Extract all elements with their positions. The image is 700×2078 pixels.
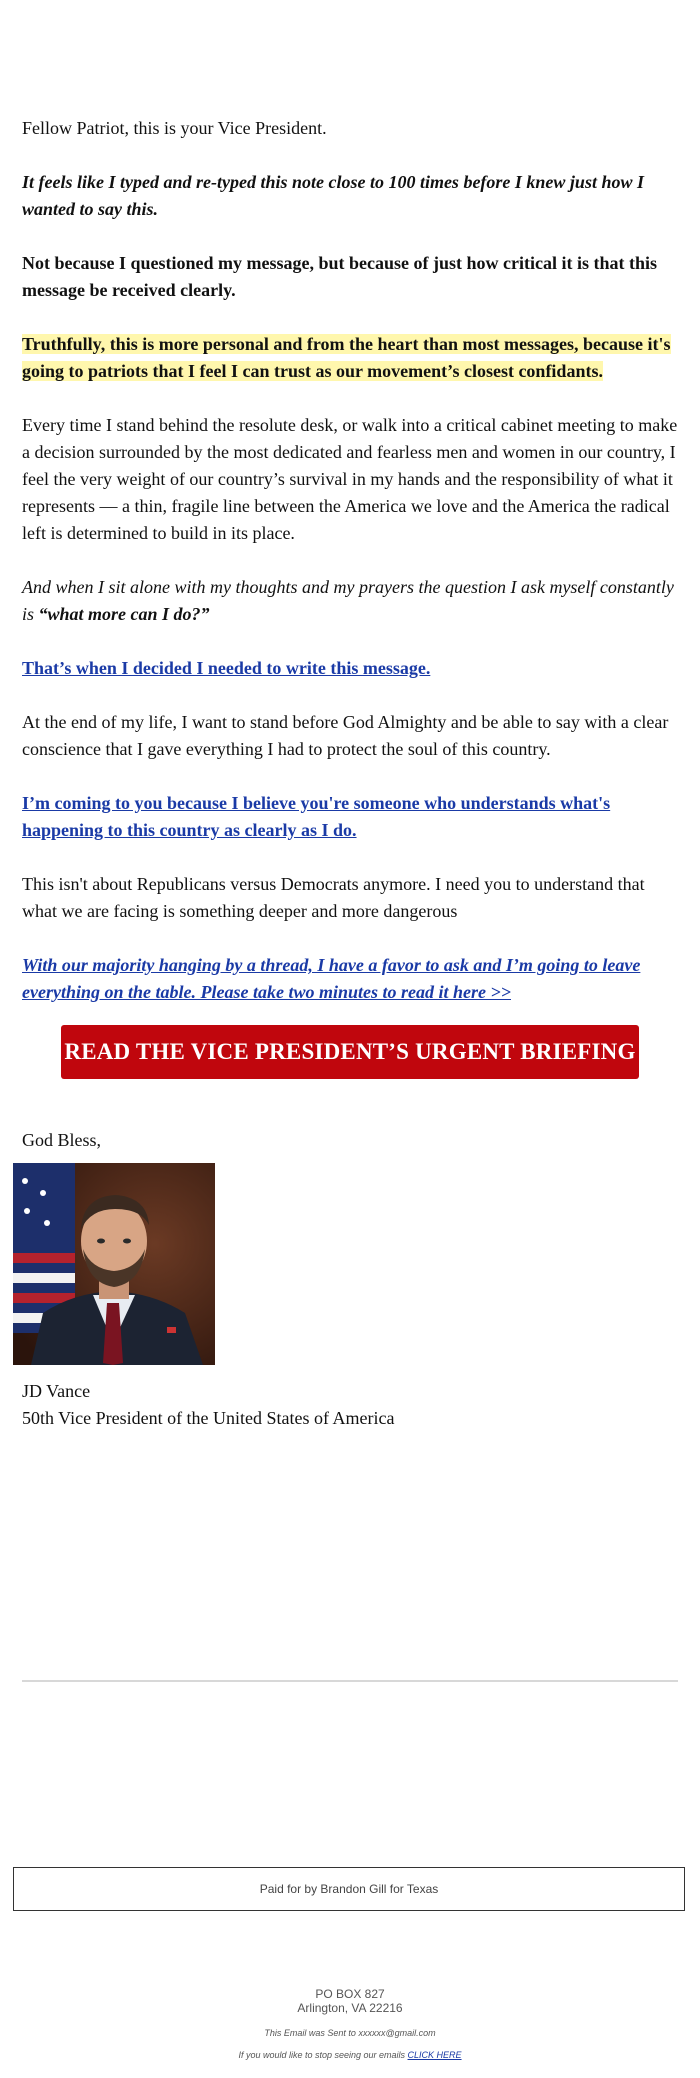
alone-quote-text: “what more can I do?”	[38, 604, 210, 624]
unsubscribe-link[interactable]: CLICK HERE	[407, 2050, 462, 2060]
portrait-photo	[13, 1163, 215, 1365]
paragraph-decided	[22, 655, 430, 682]
signature-title: 50th Vice President of the United States of America	[22, 1408, 395, 1428]
paragraph-typed: It feels like I typed and re-typed this note close to 100 times before I knew just how I wanted to say this.	[22, 172, 644, 219]
decided-link[interactable]: That’s when I decided I needed to write this message.	[22, 658, 431, 678]
paid-for-text: Paid for by Brandon Gill for Texas	[259, 1882, 439, 1896]
unsubscribe-line	[0, 2050, 700, 2060]
signoff: God Bless,	[22, 1130, 102, 1150]
paragraph-truthfully	[22, 331, 682, 385]
paragraph-coming	[22, 790, 682, 844]
urgent-briefing-button[interactable]: READ THE VICE PRESIDENT’S URGENT BRIEFING	[61, 1025, 639, 1079]
portrait-illustration	[13, 1163, 215, 1365]
paragraph-end-of-life: At the end of my life, I want to stand before God Almighty and be able to say with a clear conscience that I gave everything I had to protect the soul of this country.	[22, 712, 669, 759]
paragraph-alone	[22, 574, 682, 628]
address-po-box: PO BOX 827	[315, 1987, 385, 2001]
coming-to-you-link[interactable]: I’m coming to you because I believe you're someone who understands what's happening to this country as clearly as I do.	[22, 793, 611, 840]
paid-for-disclaimer	[13, 1867, 685, 1911]
paragraph-not-about: This isn't about Republicans versus Democrats anymore. I need you to understand that what we are facing is something deeper and more dangerous	[22, 874, 645, 921]
footer-divider	[22, 1680, 678, 1682]
address-city: Arlington, VA 22216	[297, 2001, 403, 2015]
paragraph-not-because: Not because I questioned my message, but because of just how critical it is that this message be received clearly.	[22, 253, 657, 300]
paragraph-majority	[22, 952, 682, 1006]
majority-link[interactable]: With our majority hanging by a thread, I have a favor to ask and I’m going to leave everything on the table. Please take two minutes to read it here >>	[22, 955, 641, 1002]
alone-lead-text: And when I sit alone with my thoughts and my prayers the question I ask myself constantly is	[22, 577, 674, 624]
highlighted-text: Truthfully, this is more personal and from the heart than most messages, because it's going to patriots that I feel I can trust as our movement’s closest confidants.	[22, 334, 671, 381]
unsubscribe-lead: If you would like to stop seeing our emails	[238, 2050, 408, 2060]
greeting: Fellow Patriot, this is your Vice President.	[22, 118, 327, 138]
paragraph-every-time: Every time I stand behind the resolute desk, or walk into a critical cabinet meeting to make a decision surrounded by the most dedicated and fearless men and women in our country, I feel the very weight of our country’s survival in my hands and the responsibility of what it represents — a thin, fragile line between the America we love and the America the radical left is determined to build in its place.	[22, 415, 678, 543]
sent-to-notice: This Email was Sent to xxxxxx@gmail.com	[264, 2028, 436, 2038]
signature-name: JD Vance	[22, 1381, 91, 1401]
